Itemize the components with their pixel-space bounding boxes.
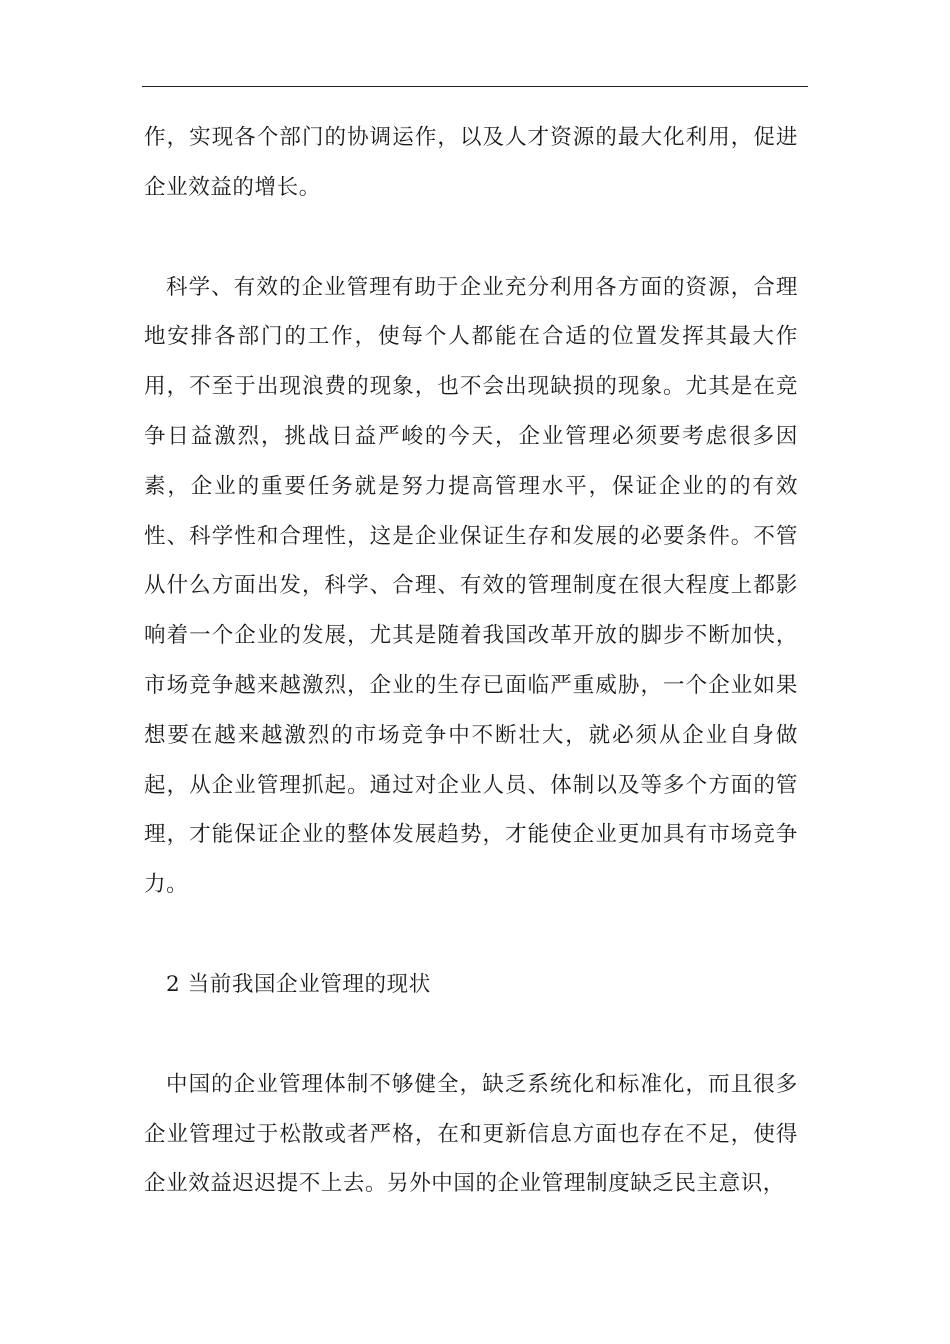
header-rule [142,86,808,87]
paragraph-gap [144,910,798,960]
paragraph-gap [144,1010,798,1060]
paragraph-current-status: 中国的企业管理体制不够健全，缺乏系统化和标准化，而且很多企业管理过于松散或者严格，在和更新信息方面也存在不足，使得企业效益迟迟提不上去。另外中国的企业管理制度缺乏民主意识， [144,1071,798,1197]
section-heading: 2 当前我国企业管理的现状 [166,971,431,997]
paragraph-management-benefits: 科学、有效的企业管理有助于企业充分利用各方面的资源，合理地安排各部门的工作，使每个人都能在合适的位置发挥其最大作用，不至于出现浪费的现象，也不会出现缺损的现象。尤其是在竞争日益激烈，挑战日益严峻的今天，企业管理必须要考虑很多因素，企业的重要任务就是努力提高管理水平，保证企业的的有效性、科学性和合理性，这是企业保证生存和发展的必要条件。不管从什么方面出发，科学、合理、有效的管理制度在很大程度上都影响着一个企业的发展，尤其是随着我国改革开放的脚步不断加快，市场竞争越来越激烈，企业的生存已面临严重威胁，一个企业如果想要在越来越激烈的市场竞争中不断壮大，就必须从企业自身做起，从企业管理抓起。通过对企业人员、体制以及等多个方面的管理，才能保证企业的整体发展趋势，才能使企业更加具有市场竞争力。 [144,274,798,898]
document-body [144,113,798,1209]
paragraph-gap [144,213,798,263]
paragraph-continuation: 作，实现各个部门的协调运作，以及人才资源的最大化利用，促进企业效益的增长。 [144,125,798,200]
